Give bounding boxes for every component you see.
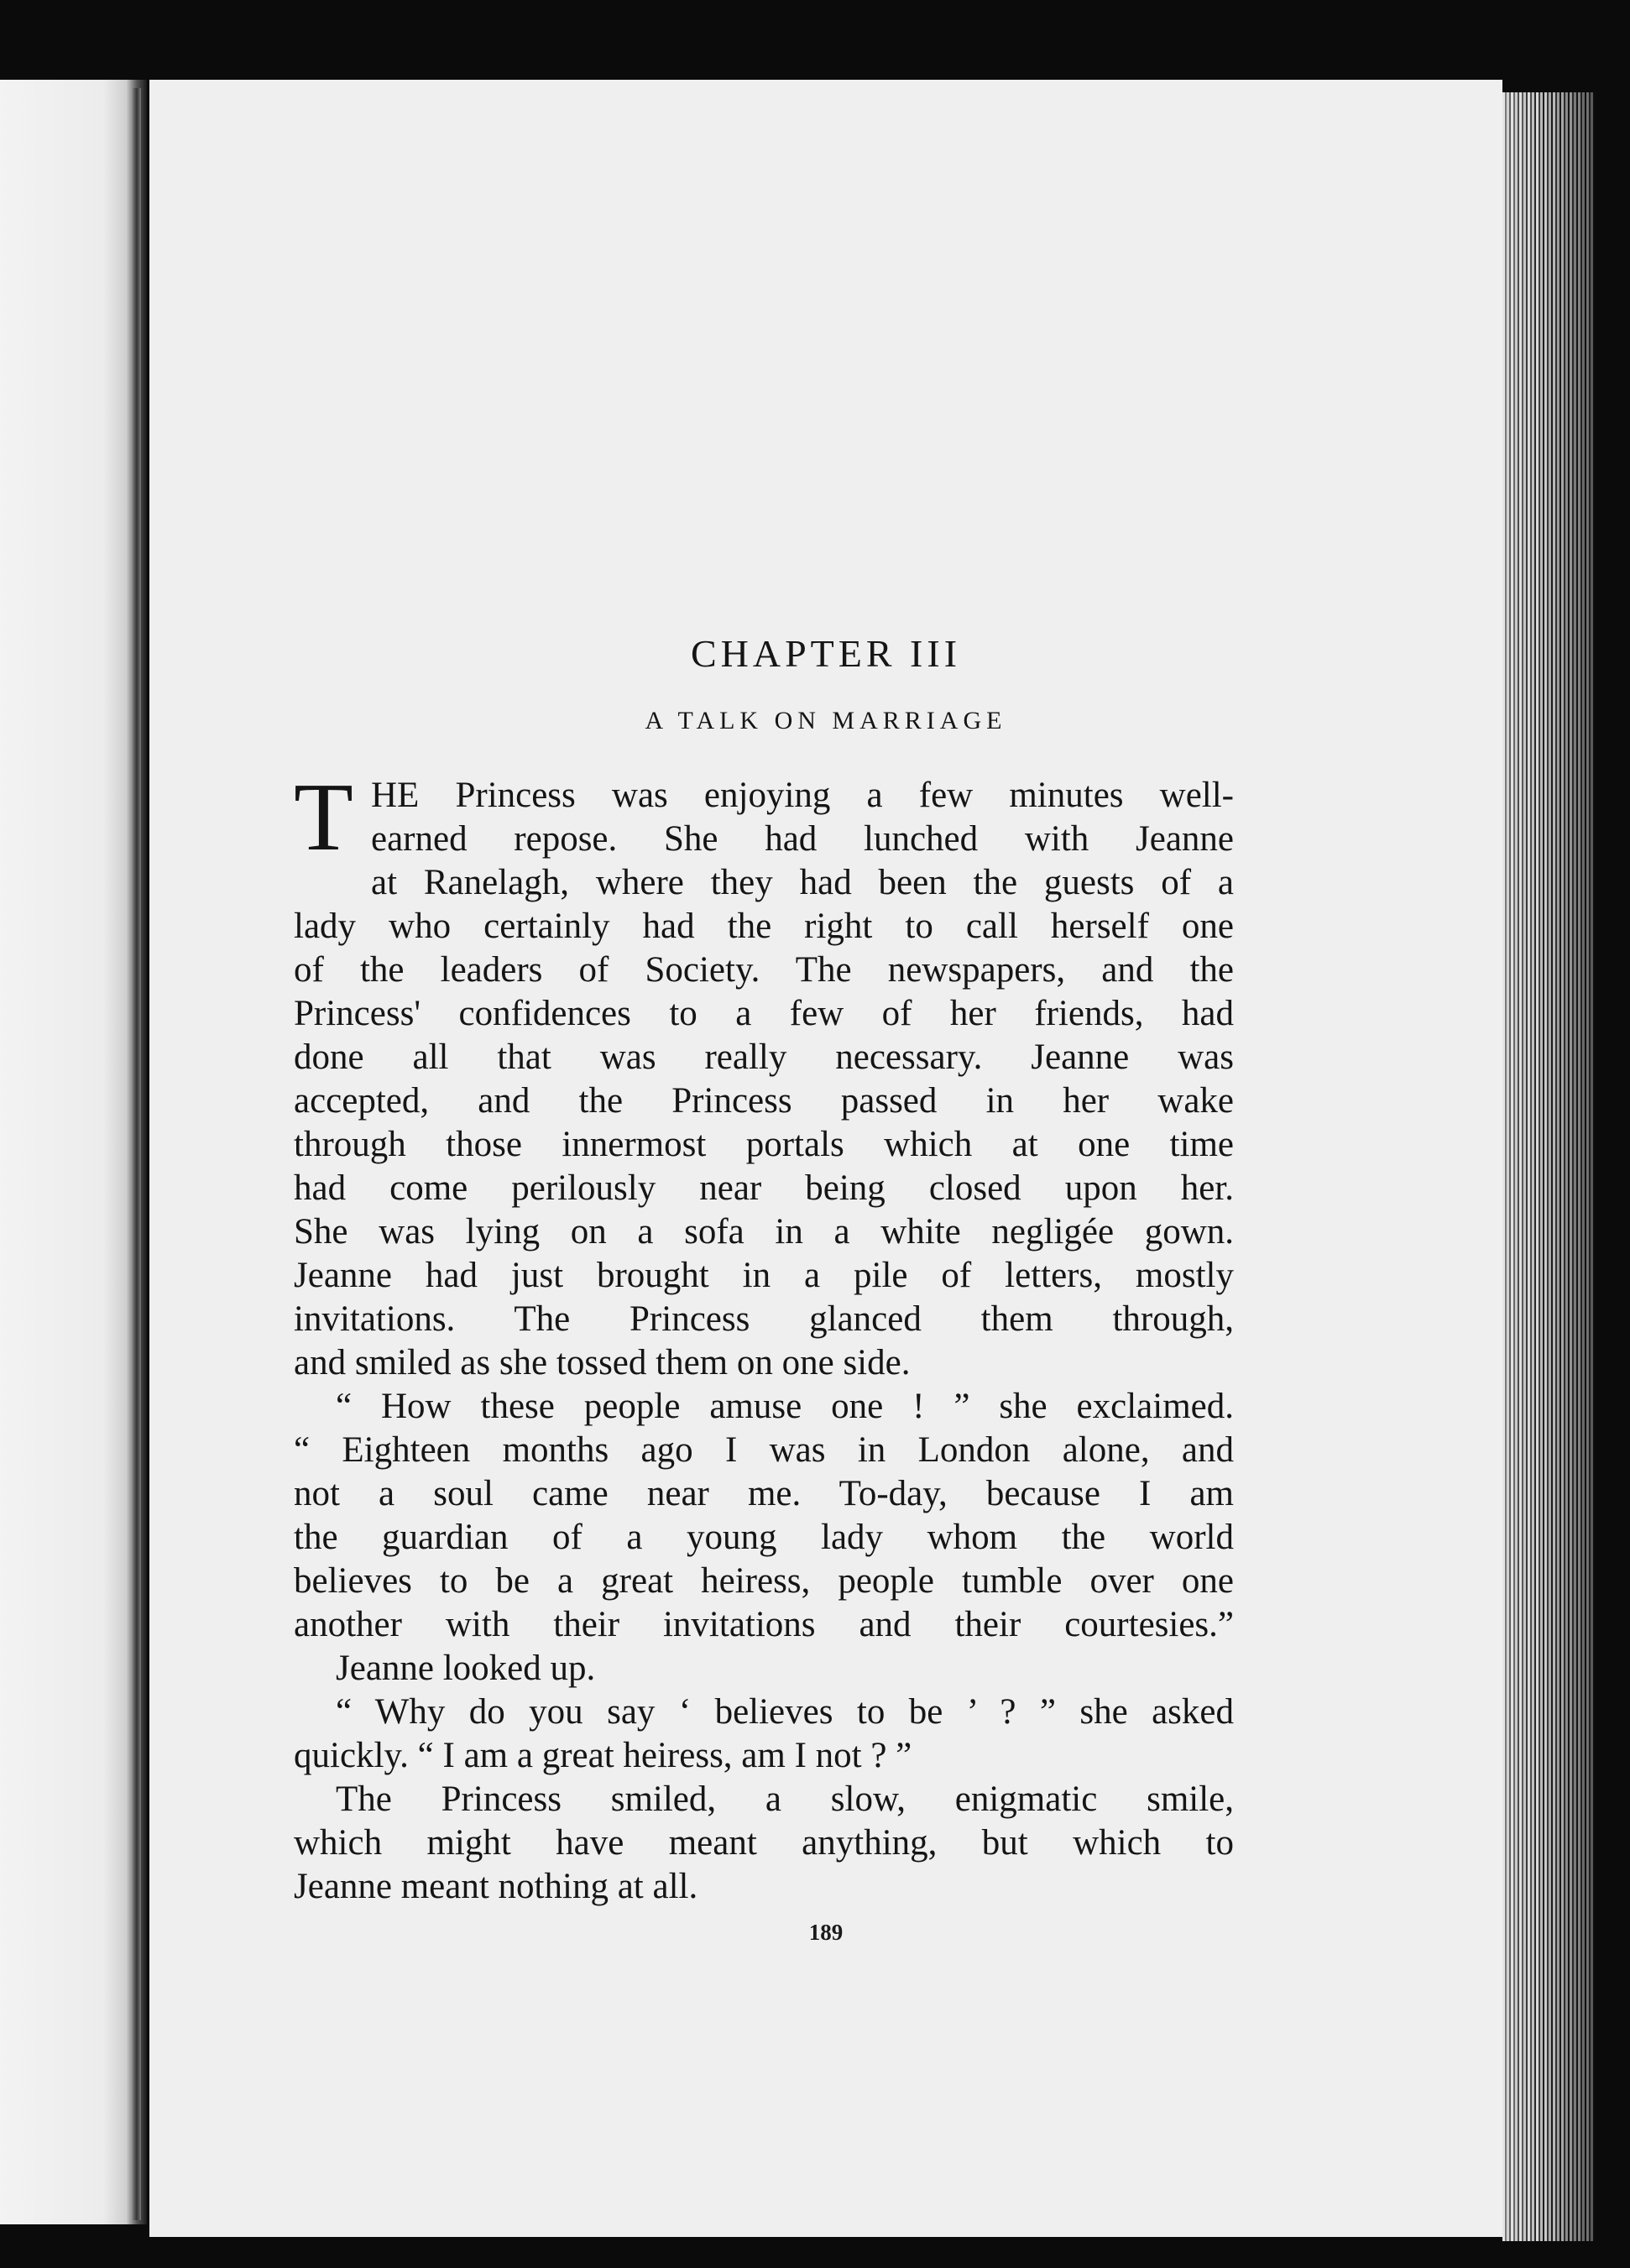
text-line: quickly. “ I am a great heiress, am I not ? ” — [294, 1736, 912, 1775]
chapter-subtitle: A TALK ON MARRIAGE — [645, 707, 1007, 734]
text-line: Jeanne looked up. — [336, 1649, 596, 1688]
facing-page-edge — [0, 80, 147, 2224]
text-line: not a soul came near me. To-day, because I am — [294, 1474, 1234, 1513]
text-line: which might have meant anything, but which to — [294, 1823, 1234, 1863]
text-line: earned repose. She had lunched with Jeanne — [371, 819, 1234, 859]
text-line: the guardian of a young lady whom the world — [294, 1518, 1234, 1557]
text-line: believes to be a great heiress, people tumble over one — [294, 1561, 1234, 1601]
page-number: 189 — [808, 1920, 844, 1945]
text-line: “ How these people amuse one ! ” she exclaimed. — [336, 1387, 1234, 1426]
text-line: through those innermost portals which at one time — [294, 1125, 1234, 1164]
text-line: done all that was really necessary. Jeanne was — [294, 1037, 1234, 1077]
text-line: at Ranelagh, where they had been the guests of a — [371, 863, 1234, 902]
text-line: She was lying on a sofa in a white negligée gown. — [294, 1212, 1234, 1252]
text-line: Jeanne had just brought in a pile of letters, mostly — [294, 1256, 1234, 1295]
text-line: “ Why do you say ‘ believes to be ’ ? ” she asked — [336, 1692, 1234, 1732]
text-line: HE Princess was enjoying a few minutes well- — [371, 776, 1234, 815]
text-line: The Princess smiled, a slow, enigmatic smile, — [336, 1779, 1234, 1819]
text-line: and smiled as she tossed them on one side. — [294, 1343, 911, 1382]
text-line: invitations. The Princess glanced them through, — [294, 1299, 1234, 1339]
book-gutter — [133, 88, 141, 2220]
body-text — [294, 764, 1234, 1909]
text-line: Princess' confidences to a few of her friends, had — [294, 994, 1234, 1033]
page-stack-shadow — [1502, 92, 1595, 2241]
chapter-title: CHAPTER III — [690, 632, 962, 675]
text-line: had come perilously near being closed upon her. — [294, 1168, 1234, 1208]
text-line: accepted, and the Princess passed in her wake — [294, 1081, 1234, 1121]
text-line: another with their invitations and their courtesies.” — [294, 1605, 1234, 1644]
text-line: of the leaders of Society. The newspapers, and the — [294, 950, 1234, 990]
text-line: “ Eighteen months ago I was in London alone, and — [294, 1430, 1234, 1470]
text-line: lady who certainly had the right to call herself one — [294, 907, 1234, 946]
drop-cap: T — [294, 764, 353, 871]
text-line: Jeanne meant nothing at all. — [294, 1867, 698, 1906]
